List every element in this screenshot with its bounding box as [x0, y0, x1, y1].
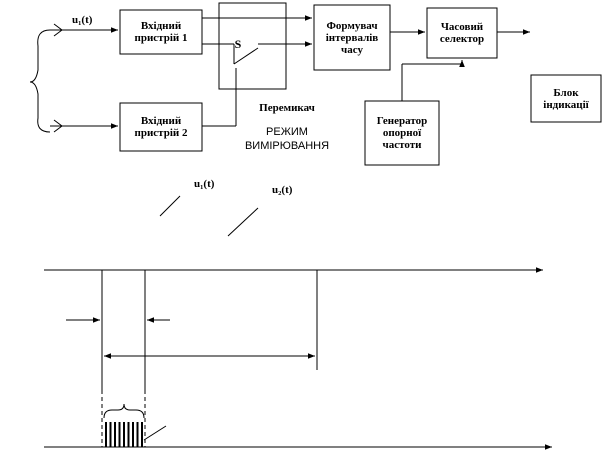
time-selector-label: Часовий селектор [439, 21, 485, 45]
reference-pulse [132, 422, 134, 447]
reference-pulse [137, 422, 139, 447]
input-device-2-label: Вхідний пристрій 2 [134, 115, 188, 139]
reference-pulse [119, 422, 121, 447]
reference-pulses [105, 422, 143, 447]
reference-pulse [128, 422, 130, 447]
pulse-brace [104, 404, 144, 418]
input-brace [30, 30, 50, 132]
reference-pulse [105, 422, 107, 447]
reference-pulse [141, 422, 143, 447]
reference-generator-label: Генератор опорної частоти [376, 115, 428, 151]
switch-label: S [234, 37, 242, 51]
u2-timing-label: u₂(t) [272, 184, 293, 196]
reference-pulse [123, 422, 125, 447]
u1-timing-label: u₁(t) [194, 178, 215, 190]
u1-input-label: u₁(t) [72, 14, 93, 26]
mode-caption-line-2: ВИМІРЮВАННЯ [244, 140, 330, 152]
mode-caption-line-1: РЕЖИМ [266, 126, 308, 138]
switch-caption: Перемикач [259, 102, 315, 114]
input-device-1-label: Вхідний пристрій 1 [134, 20, 188, 44]
reference-pulse [114, 422, 116, 447]
indicator-block-label: Блок індикації [543, 86, 589, 111]
time-interval-former-label: Формувач інтервалів часу [325, 19, 379, 56]
reference-pulse [110, 422, 112, 447]
